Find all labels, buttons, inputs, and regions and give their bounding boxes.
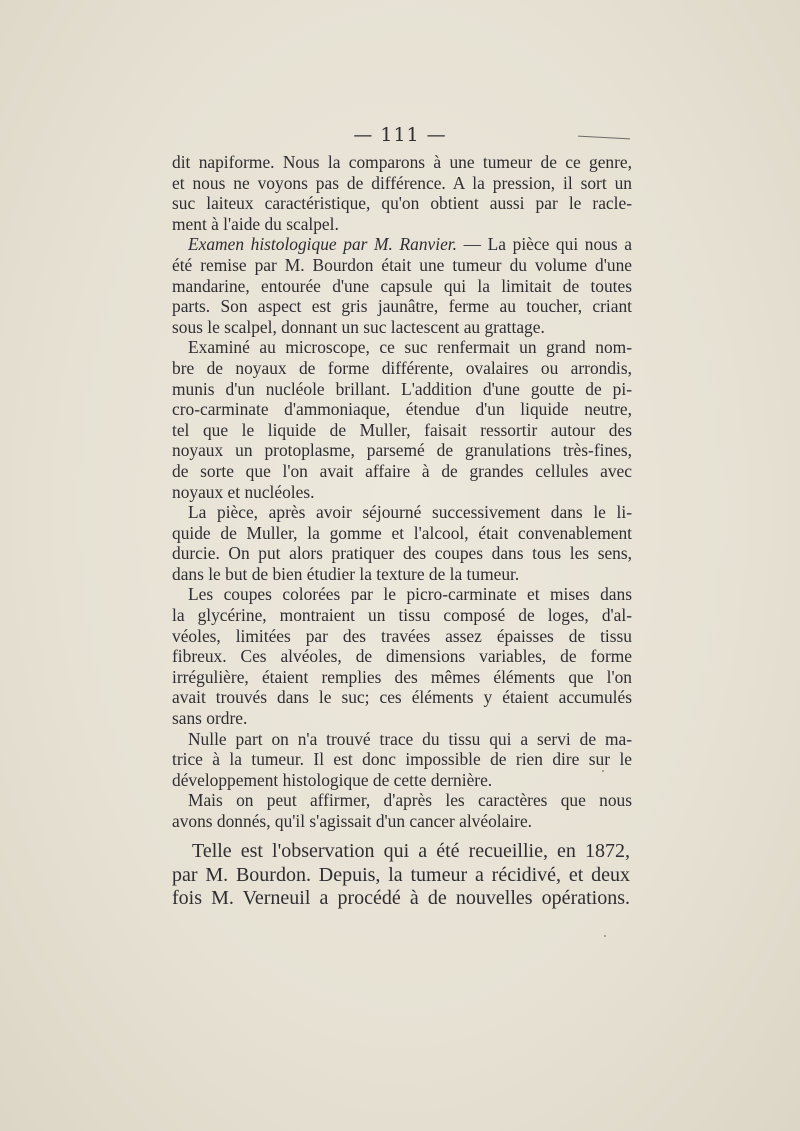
text-line: ment à l'aide du scalpel. [172,213,339,234]
text-line: tel que le liquide de Muller, faisait ressortir autour des [172,419,632,440]
text-line: dans le but de bien étudier la texture de la tumeur. [172,563,520,584]
text-line: fibreux. Ces alvéoles, de dimensions variables, de forme [172,646,632,667]
text-line: de sorte que l'on avait affaire à de grandes cellules avec [172,460,632,481]
paragraph-5 [172,584,632,728]
text-line: fois M. Verneuil a procédé à de nouvelles opérations. [172,887,630,910]
text-line: durcie. On put alors pratiquer des coupes dans tous les sens, [172,543,632,564]
text-line: véoles, limitées par des travées assez épaisses de tissu [172,625,632,646]
text-line: bre de noyaux de forme différente, ovalaires ou arrondis, [172,357,632,378]
paragraph-2 [172,234,632,337]
paragraph-4 [172,502,632,584]
text-line: mandarine, entourée d'une capsule qui la limitait de toutes [172,275,632,296]
text-line: trice à la tumeur. Il est donc impossible de rien dire sur le [172,749,632,770]
text-line: suc laiteux caractéristique, qu'on obtient aussi par le racle- [172,193,632,214]
text-line: irrégulière, étaient remplies des mêmes éléments que l'on [172,666,632,687]
text-line: quide de Muller, la gomme et l'alcool, était convenablement [172,522,632,543]
text-line: cro-carminate d'ammoniaque, étendue d'un liquide neutre, [172,399,632,420]
text-line: parts. Son aspect est gris jaunâtre, ferme au toucher, criant [172,296,632,317]
text-line: par M. Bourdon. Depuis, la tumeur a récidivé, et deux [172,863,630,886]
section-heading: Examen histologique par M. Ranvier. [188,234,457,255]
text-line: développement histologique de cette dernière. [172,769,493,790]
paragraph-6 [172,729,632,791]
text-line: été remise par M. Bourdon était une tumeur du volume d'une [172,254,632,275]
text-line: dit napiforme. Nous la comparons à une tumeur de ce genre, [172,152,632,172]
text-line: sous le scalpel, donnant un suc lactescent au grattage. [172,316,545,337]
text-line: La pièce, après avoir séjourné successivement dans le li- [188,502,632,523]
paragraph-3 [172,337,632,502]
paragraph-1 [172,152,632,234]
text-line: sans ordre. [172,708,248,729]
text-line: la glycérine, montraient un tissu composé de loges, d'al- [172,605,632,626]
text-line: Nulle part on n'a trouvé trace du tissu qui a servi de ma- [188,728,632,749]
body-text [172,152,632,832]
paper-speck [602,770,604,772]
closing-paragraph [172,840,630,911]
paper-speck [604,935,606,937]
text-line: noyaux un protoplasme, parsemé de granulations très-fines, [172,440,632,461]
paragraph-7 [172,790,632,831]
text-line [172,234,632,255]
text-line: noyaux et nucléoles. [172,481,315,502]
text-line: avons donnés, qu'il s'agissait d'un cancer alvéolaire. [172,811,533,831]
page-number: — 111 — [353,124,447,146]
heading-continuation: — La pièce qui nous a [463,234,632,255]
text-line: munis d'un nucléole brillant. L'addition d'une goutte de pi- [172,378,632,399]
text-line: et nous ne voyons pas de différence. A la pression, il sort un [172,172,632,193]
text-line: Telle est l'observation qui a été recueillie, en 1872, [192,840,630,862]
text-line: Examiné au microscope, ce suc renfermait un grand nom- [188,337,632,358]
text-line: Mais on peut affirmer, d'après les caractères que nous [188,790,632,811]
text-line: Les coupes colorées par le picro-carminate et mises dans [188,584,632,605]
text-line: avait trouvés dans le suc; ces éléments y étaient accumulés [172,687,632,708]
